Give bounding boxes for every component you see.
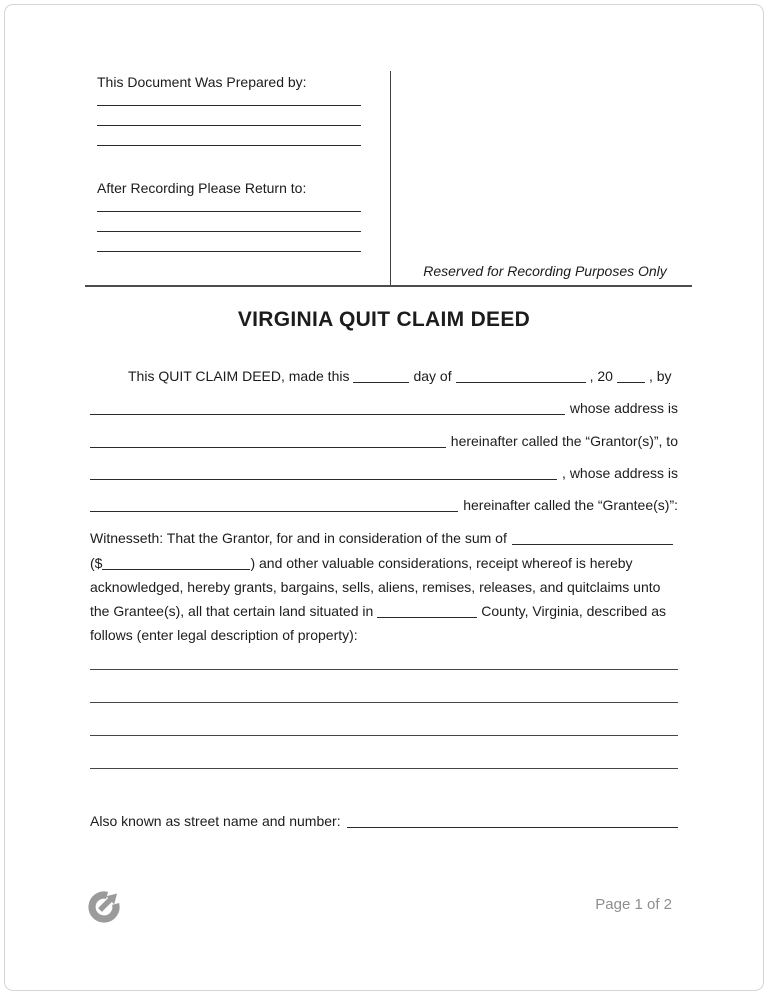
legal-description-blank-1[interactable] <box>90 669 678 670</box>
circular-arrow-logo-icon <box>84 886 122 924</box>
intro-line-3 <box>90 418 678 450</box>
intro-line1-seg1: This QUIT CLAIM DEED, made this <box>128 368 350 385</box>
witnesseth-line4-post: County, Virginia, described as <box>481 603 666 620</box>
intro-line5-text: hereinafter called the “Grantee(s)”: <box>463 496 678 513</box>
intro-line1-seg3: , 20 <box>589 368 613 385</box>
reserved-note: Reserved for Recording Purposes Only <box>423 263 667 279</box>
intro-line1-seg4: , by <box>648 368 672 385</box>
intro-line-4 <box>90 451 678 483</box>
intro-line4-text: , whose address is <box>562 464 678 481</box>
witnesseth-line-3 <box>90 573 678 597</box>
prepared-by-blank-1[interactable] <box>97 105 361 106</box>
day-blank[interactable] <box>353 370 409 383</box>
return-to-blank-1[interactable] <box>97 211 361 212</box>
intro-line2-text: whose address is <box>569 400 678 417</box>
legal-description-blank-4[interactable] <box>90 768 678 769</box>
also-known-row <box>90 811 678 831</box>
also-known-label: Also known as street name and number: <box>90 813 341 829</box>
intro-line-5 <box>90 483 678 515</box>
legal-description-blank-2[interactable] <box>90 702 678 703</box>
page-number: Page 1 of 2 <box>595 896 672 913</box>
witnesseth-line2-post: ) and other valuable considerations, receipt whereof is hereby <box>250 554 633 571</box>
prepared-by-blank-2[interactable] <box>97 125 361 126</box>
sum-amount-blank[interactable] <box>102 557 250 570</box>
street-name-blank[interactable] <box>347 811 678 828</box>
witnesseth-paragraph <box>90 524 678 645</box>
grantor-name-blank[interactable] <box>90 398 565 415</box>
witnesseth-line2-pre: ($ <box>90 554 103 571</box>
intro-paragraph <box>90 354 678 515</box>
county-blank[interactable] <box>377 605 477 618</box>
witnesseth-line-4 <box>90 597 678 621</box>
month-blank[interactable] <box>456 370 586 383</box>
sum-words-blank[interactable] <box>512 528 673 545</box>
legal-description-blank-3[interactable] <box>90 735 678 736</box>
prepared-by-blank-3[interactable] <box>97 145 361 146</box>
intro-line3-text: hereinafter called the “Grantor(s)”, to <box>450 432 678 449</box>
grantor-address-blank[interactable] <box>90 431 446 448</box>
witnesseth-line5-text: follows (enter legal description of property): <box>90 627 358 644</box>
witnesseth-line-1 <box>90 524 678 548</box>
return-to-blank-3[interactable] <box>97 251 361 252</box>
header-vertical-divider <box>390 71 391 285</box>
return-to-blank-2[interactable] <box>97 231 361 232</box>
header-horizontal-rule <box>85 285 692 287</box>
witnesseth-line1-text: Witnesseth: That the Grantor, for and in consideration of the sum of <box>90 530 507 547</box>
intro-line-1 <box>90 354 678 386</box>
grantee-name-blank[interactable] <box>90 463 557 480</box>
return-to-label: After Recording Please Return to: <box>97 180 307 196</box>
intro-line1-seg2: day of <box>413 368 452 385</box>
grantee-address-blank[interactable] <box>90 495 458 512</box>
witnesseth-line4-pre: the Grantee(s), all that certain land situated in <box>90 603 374 620</box>
witnesseth-line3-text: acknowledged, hereby grants, bargains, sells, aliens, remises, releases, and quitclaims unto <box>90 578 661 595</box>
witnesseth-line-2 <box>90 548 678 572</box>
document-title: VIRGINIA QUIT CLAIM DEED <box>237 308 531 331</box>
witnesseth-line-5 <box>90 621 678 645</box>
prepared-by-label: This Document Was Prepared by: <box>97 74 307 90</box>
intro-line-2 <box>90 386 678 418</box>
year-blank[interactable] <box>617 370 645 383</box>
